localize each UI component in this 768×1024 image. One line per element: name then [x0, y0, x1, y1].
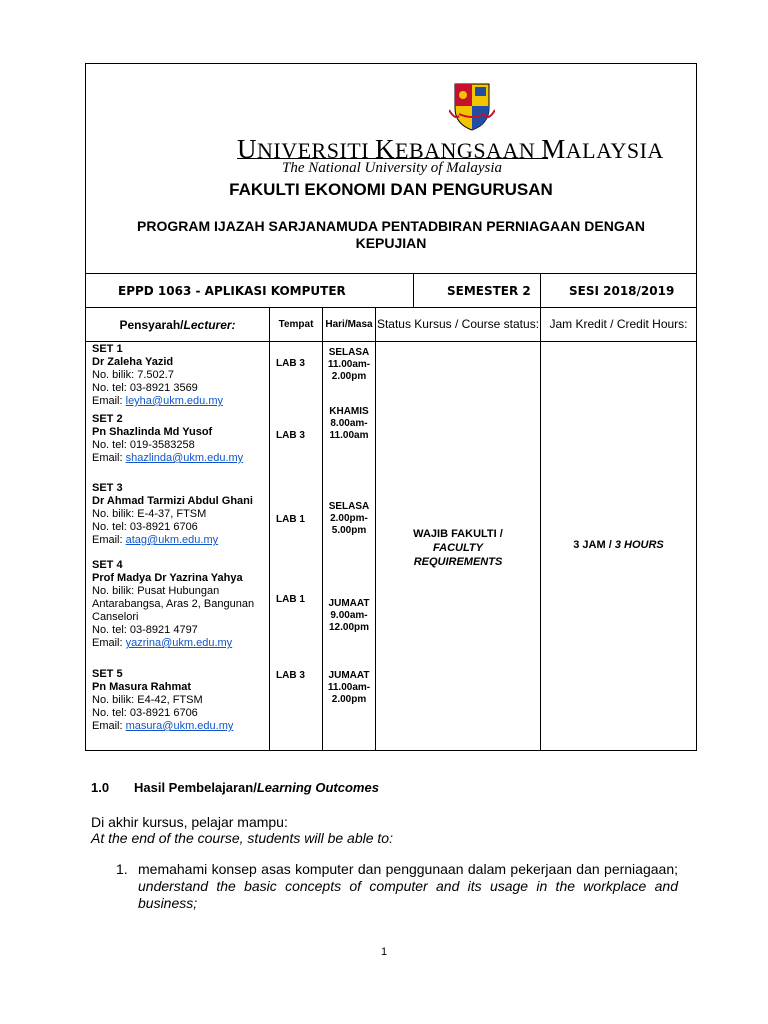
day-time: JUMAAT 9.00am- 12.00pm	[328, 598, 370, 633]
page-number: 1	[380, 946, 388, 958]
day-time: SELASA 11.00am- 2.00pm	[327, 347, 371, 382]
faculty-title: FAKULTI EKONOMI DAN PENGURUSAN	[229, 180, 553, 199]
learning-outcome-item: 1. memahami konsep asas komputer dan penggunaan dalam pekerjaan dan perniagaan; understand the basic concepts of computer and its usage in the workplace and business;	[116, 861, 678, 911]
tempat-cell	[270, 342, 323, 750]
lab-label: LAB 3	[276, 430, 305, 441]
course-status-value: WAJIB FAKULTI / FACULTY REQUIREMENTS	[413, 528, 503, 568]
set-block: SET 5 Pn Masura Rahmat No. bilik: E4-42, FTSM No. tel: 03-8921 6706 Email: masura@ukm.edu.my	[92, 668, 234, 732]
set-block: SET 1 Dr Zaleha Yazid No. bilik: 7.502.7 No. tel: 03-8921 3569 Email: leyha@ukm.edu.my	[92, 343, 223, 407]
course-status-cell	[376, 342, 541, 750]
credit-hours-value: 3 JAM / 3 HOURS	[573, 539, 664, 551]
lecturer-name: Pn Shazlinda Md Yusof	[92, 426, 213, 438]
university-tagline: The National University of Malaysia	[282, 160, 502, 176]
university-name: UNIVERSITI KEBANGSAAN MALAYSIA	[237, 134, 664, 164]
university-name-rule	[237, 158, 548, 159]
credit-hours-column-header: Jam Kredit / Credit Hours:	[549, 317, 688, 331]
course-row	[86, 274, 696, 308]
schedule-body	[86, 342, 696, 750]
email-link[interactable]: leyha@ukm.edu.my	[125, 395, 223, 407]
lab-label: LAB 3	[276, 358, 305, 369]
set-block: SET 3 Dr Ahmad Tarmizi Abdul Ghani No. bilik: E-4-37, FTSM No. tel: 03-8921 6706 Email: atag@ukm.edu.my	[92, 482, 253, 546]
intro-malay: Di akhir kursus, pelajar mampu:	[91, 814, 288, 830]
lecturer-cell	[86, 342, 270, 750]
course-code-title: EPPD 1063 - APLIKASI KOMPUTER	[86, 274, 414, 307]
lecturer-name: Dr Ahmad Tarmizi Abdul Ghani	[92, 495, 253, 507]
university-crest-icon	[449, 80, 495, 132]
lecturer-column-header: Pensyarah/ Lecturer:	[86, 308, 270, 341]
document-header	[86, 64, 696, 274]
set-block: SET 2 Pn Shazlinda Md Yusof No. tel: 019-3583258 Email: shazlinda@ukm.edu.my	[92, 413, 244, 464]
set-block: SET 4 Prof Madya Dr Yazrina Yahya No. bilik: Pusat Hubungan Antarabangsa, Aras 2, Bangunan Canselori No. tel: 03-8921 4797 Email: yazrina@ukm.edu.my	[92, 559, 255, 649]
email-link[interactable]: shazlinda@ukm.edu.my	[125, 452, 244, 464]
hari-cell	[323, 342, 376, 750]
day-time: SELASA 2.00pm- 5.00pm	[328, 501, 370, 536]
lab-label: LAB 3	[276, 670, 305, 681]
status-column-header: Status Kursus / Course status:	[376, 308, 541, 341]
semester-label: SEMESTER 2	[414, 274, 541, 307]
intro-english: At the end of the course, students will be able to:	[91, 830, 393, 846]
lecturer-name: Prof Madya Dr Yazrina Yahya	[92, 572, 243, 584]
section-heading: 1.0 Hasil Pembelajaran/Learning Outcomes	[91, 780, 379, 795]
column-headers	[86, 308, 696, 342]
lecturer-name: Pn Masura Rahmat	[92, 681, 192, 693]
program-title: PROGRAM IJAZAH SARJANAMUDA PENTADBIRAN PERNIAGAAN DENGAN KEPUJIAN	[137, 218, 645, 251]
email-link[interactable]: masura@ukm.edu.my	[125, 720, 234, 732]
session-label: SESI 2018/2019	[569, 283, 675, 298]
day-time: JUMAAT 11.00am- 2.00pm	[327, 670, 371, 705]
day-time: KHAMIS 8.00am- 11.00am	[329, 406, 369, 441]
lab-label: LAB 1	[276, 594, 305, 605]
course-info-table	[85, 63, 697, 751]
lab-label: LAB 1	[276, 514, 305, 525]
lecturer-name: Dr Zaleha Yazid	[92, 356, 174, 368]
email-link[interactable]: yazrina@ukm.edu.my	[125, 637, 233, 649]
credit-hours-cell	[541, 342, 696, 750]
hari-column-header: Hari/Masa	[323, 308, 376, 341]
tempat-column-header: Tempat	[270, 308, 323, 341]
email-link[interactable]: atag@ukm.edu.my	[125, 534, 219, 546]
